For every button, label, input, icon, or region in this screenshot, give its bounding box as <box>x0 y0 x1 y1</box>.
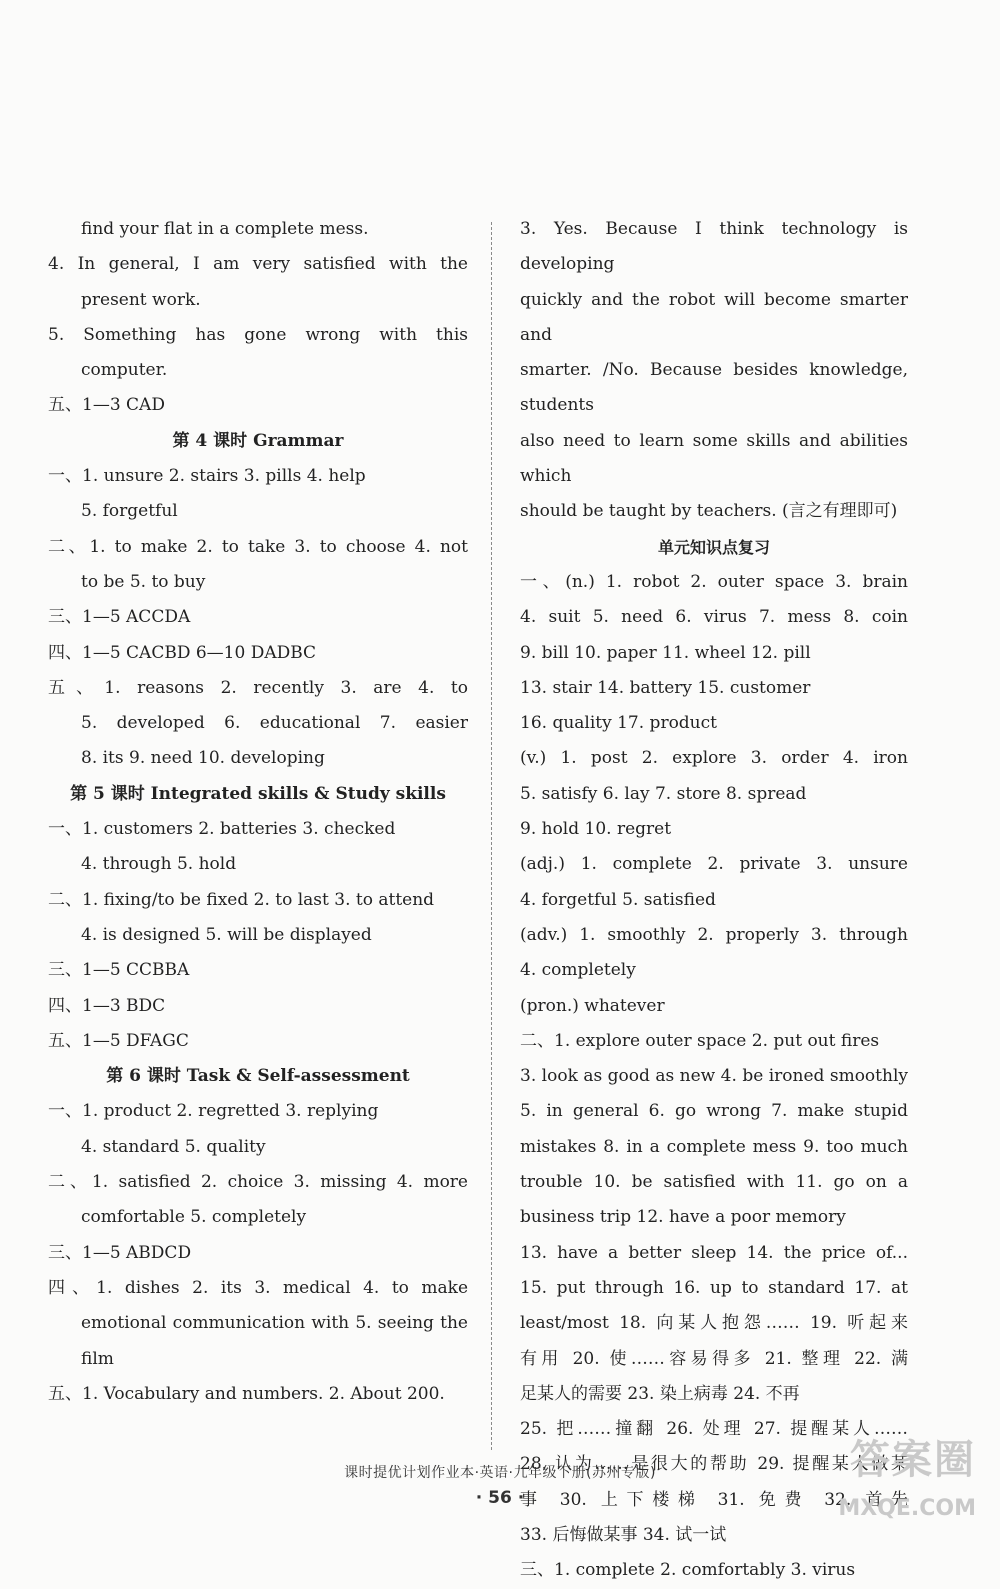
answer-line: comfortable 5. completely <box>81 1207 307 1228</box>
answer-line: 13. stair 14. battery 15. customer <box>520 677 811 698</box>
answer-line: 25. 把……撞翻 26. 处理 27. 提醒某人…… <box>520 1419 908 1440</box>
answer-line: present work. <box>81 289 201 310</box>
answer-line: 三、1—5 ABDCD <box>48 1242 192 1263</box>
column-divider <box>491 222 492 1450</box>
answer-line: business trip 12. have a poor memory <box>520 1207 846 1228</box>
answer-line: 3. look as good as new 4. be ironed smoothly <box>520 1066 908 1087</box>
answer-line: 足某人的需要 23. 染上病毒 24. 不再 <box>520 1383 800 1404</box>
answer-line: 二、1. explore outer space 2. put out fires <box>520 1030 880 1051</box>
answer-line: 4. forgetful 5. satisfied <box>520 889 716 910</box>
answer-line: 5. developed 6. educational 7. easier <box>81 713 468 734</box>
answer-line: also need to learn some skills and abilities which <box>520 430 908 487</box>
answer-line: 一、1. unsure 2. stairs 3. pills 4. help <box>48 466 366 487</box>
answer-line: 3. Yes. Because I think technology is developing <box>520 219 908 275</box>
answer-line: (v.) 1. post 2. explore 3. order 4. iron <box>520 748 908 769</box>
answer-line: computer. <box>81 360 168 381</box>
answer-line: 五、1. reasons 2. recently 3. are 4. to <box>48 677 468 698</box>
answer-line: 三、1—5 ACCDA <box>48 607 191 628</box>
answer-line: 4. In general, I am very satisfied with the <box>48 254 468 275</box>
answer-line: 5. satisfy 6. lay 7. store 8. spread <box>520 783 807 804</box>
answer-line: 二、1. fixing/to be fixed 2. to last 3. to attend <box>48 889 435 910</box>
answer-line: 五、1—3 CAD <box>48 395 165 416</box>
answer-line: 5. Something has gone wrong with this <box>48 324 468 345</box>
page-number: · 56 · <box>475 1488 525 1508</box>
answer-line: 四、1—5 CACBD 6—10 DADBC <box>48 642 317 663</box>
section-heading: 第 5 课时 Integrated skills & Study skills <box>70 783 446 804</box>
section-heading: 第 6 课时 Task & Self-assessment <box>106 1066 410 1087</box>
answer-line: 二、1. satisfied 2. choice 3. missing 4. more <box>48 1172 468 1193</box>
answer-line: 三、1. complete 2. comfortably 3. virus <box>520 1560 856 1581</box>
answer-line: to be 5. to buy <box>81 571 206 592</box>
answer-line: (pron.) whatever <box>520 995 665 1016</box>
answer-line: 28. 认为……是很大的帮助 29. 提醒某人做某 <box>520 1454 908 1475</box>
watermark-logo: 答案圈 <box>850 1437 976 1483</box>
answer-line: 一、1. customers 2. batteries 3. checked <box>48 819 396 840</box>
answer-line: 4. completely <box>520 960 636 981</box>
answer-line: 五、1. Vocabulary and numbers. 2. About 200. <box>48 1383 445 1404</box>
answer-line: (adv.) 1. smoothly 2. properly 3. through <box>520 924 908 945</box>
answer-line: 事 30. 上下楼梯 31. 免费 32. 首先 <box>520 1489 908 1510</box>
answer-line: 13. have a better sleep 14. the price of... <box>520 1242 908 1263</box>
answer-line: 16. quality 17. product <box>520 713 717 734</box>
answer-line: 五、1—5 DFAGC <box>48 1030 189 1051</box>
answer-line: 二、1. to make 2. to take 3. to choose 4. not <box>48 536 468 557</box>
answer-line: 5. forgetful <box>81 501 178 522</box>
right-column <box>520 212 908 1589</box>
answer-line: should be taught by teachers. (言之有理即可) <box>520 501 898 522</box>
answer-line: 8. its 9. need 10. developing <box>81 748 325 769</box>
answer-line: 15. put through 16. up to standard 17. at <box>520 1277 908 1298</box>
answer-line: 9. bill 10. paper 11. wheel 12. pill <box>520 642 811 663</box>
section-heading: 单元知识点复习 <box>657 537 770 557</box>
left-column <box>48 212 468 1412</box>
answer-line: 4. through 5. hold <box>81 854 237 875</box>
answer-line: 一、(n.) 1. robot 2. outer space 3. brain <box>520 571 908 592</box>
answer-line: mistakes 8. in a complete mess 9. too much <box>520 1136 908 1157</box>
answer-line: quickly and the robot will become smarter and <box>520 289 908 345</box>
footer-title: 课时提优计划作业本·英语·九年级下册(苏州专版) <box>344 1465 656 1481</box>
section-heading: 第 4 课时 Grammar <box>172 430 344 451</box>
answer-line: 一、1. product 2. regretted 3. replying <box>48 1101 379 1122</box>
answer-line: film <box>81 1348 114 1369</box>
answer-line: 4. suit 5. need 6. virus 7. mess 8. coin <box>520 607 908 628</box>
answer-line: (adj.) 1. complete 2. private 3. unsure <box>520 854 908 875</box>
answer-line: 33. 后悔做某事 34. 试一试 <box>520 1524 727 1545</box>
answer-line: 三、1—5 CCBBA <box>48 960 190 981</box>
answer-line: 4. is designed 5. will be displayed <box>81 924 372 945</box>
watermark-url: MXQE.COM <box>838 1496 976 1521</box>
answer-line: 5. in general 6. go wrong 7. make stupid <box>520 1101 908 1122</box>
answer-line: 9. hold 10. regret <box>520 819 672 840</box>
answer-line: 四、1. dishes 2. its 3. medical 4. to make <box>48 1277 468 1298</box>
answer-line: trouble 10. be satisfied with 11. go on a <box>520 1172 908 1193</box>
answer-line: 4. standard 5. quality <box>81 1136 266 1157</box>
answer-line: least/most 18. 向某人抱怨…… 19. 听起来 <box>520 1313 908 1334</box>
answer-line: 有用 20. 使……容易得多 21. 整理 22. 满 <box>520 1348 908 1369</box>
answer-line: emotional communication with 5. seeing the <box>81 1313 468 1334</box>
answer-line: smarter. /No. Because besides knowledge, students <box>520 360 908 416</box>
answer-line: 四、1—3 BDC <box>48 995 166 1016</box>
answer-line: find your flat in a complete mess. <box>81 219 369 239</box>
